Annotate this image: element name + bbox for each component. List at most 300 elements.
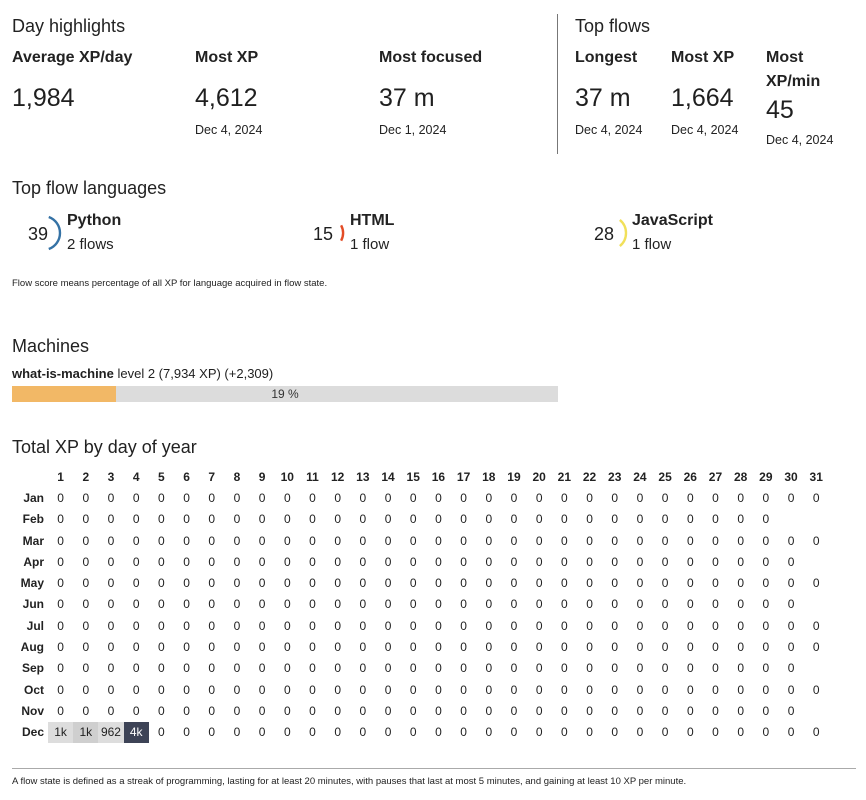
day-cell: 0 bbox=[686, 661, 694, 676]
day-cell: 0 bbox=[309, 640, 316, 655]
language-name: HTML bbox=[350, 212, 395, 229]
day-cell: 0 bbox=[737, 576, 744, 591]
day-cell: 0 bbox=[636, 640, 644, 655]
day-cell: 0 bbox=[686, 703, 694, 718]
day-header-5: 5 bbox=[158, 469, 165, 484]
month-row bbox=[14, 572, 829, 593]
day-cell: 0 bbox=[686, 533, 694, 548]
day-cell: 0 bbox=[107, 490, 115, 505]
day-cell: 0 bbox=[561, 512, 568, 527]
day-header-9: 9 bbox=[258, 469, 266, 484]
day-cell: 0 bbox=[359, 512, 367, 527]
day-cell: 0 bbox=[535, 490, 543, 505]
day-cell: 0 bbox=[82, 554, 90, 569]
day-cell: 0 bbox=[208, 576, 216, 591]
day-cell: 0 bbox=[535, 640, 543, 655]
day-cell: 0 bbox=[233, 554, 241, 569]
day-cell: 0 bbox=[208, 682, 216, 697]
day-cell: 0 bbox=[435, 661, 442, 676]
day-cell: 0 bbox=[787, 533, 795, 548]
day-cell: 0 bbox=[384, 725, 392, 740]
day-cell: 0 bbox=[107, 597, 115, 612]
day-cell: 0 bbox=[586, 640, 593, 655]
day-cell: 0 bbox=[561, 725, 568, 740]
day-cell: 0 bbox=[737, 703, 744, 718]
day-cell: 0 bbox=[233, 703, 241, 718]
day-cell: 0 bbox=[812, 682, 820, 697]
day-cell: 0 bbox=[309, 661, 316, 676]
day-cell: 0 bbox=[485, 725, 493, 740]
day-cell: 0 bbox=[258, 576, 266, 591]
day-cell: 0 bbox=[183, 533, 190, 548]
day-header-14: 14 bbox=[381, 469, 395, 484]
day-cell: 0 bbox=[132, 576, 140, 591]
day-cell: 0 bbox=[309, 576, 316, 591]
day-cell bbox=[804, 700, 829, 721]
day-cell: 0 bbox=[812, 490, 820, 505]
day-cell: 0 bbox=[409, 618, 417, 633]
day-cell: 0 bbox=[183, 703, 190, 718]
day-cell: 0 bbox=[535, 576, 543, 591]
day-cell: 0 bbox=[107, 576, 115, 591]
day-cell: 0 bbox=[561, 703, 568, 718]
day-cell: 0 bbox=[158, 597, 165, 612]
day-cell: 0 bbox=[586, 490, 593, 505]
day-header-19: 19 bbox=[507, 469, 521, 484]
day-cell: 0 bbox=[283, 533, 291, 548]
machine-progress-label: 19 % bbox=[271, 387, 299, 401]
day-cell: 0 bbox=[762, 533, 770, 548]
day-cell: 0 bbox=[283, 597, 291, 612]
xp-by-day-table bbox=[14, 466, 829, 743]
day-cell: 0 bbox=[737, 661, 744, 676]
month-row bbox=[14, 636, 829, 657]
day-cell: 0 bbox=[712, 661, 719, 676]
day-cell: 0 bbox=[359, 597, 367, 612]
month-label: Dec bbox=[21, 725, 44, 740]
day-cell: 0 bbox=[812, 618, 820, 633]
day-cell: 0 bbox=[409, 703, 417, 718]
day-cell: 0 bbox=[762, 597, 770, 612]
day-cell: 0 bbox=[485, 512, 493, 527]
day-cell: 0 bbox=[787, 682, 795, 697]
day-cell: 0 bbox=[561, 576, 568, 591]
month-label: Feb bbox=[22, 512, 44, 527]
day-cell: 0 bbox=[535, 554, 543, 569]
day-cell: 0 bbox=[661, 703, 669, 718]
day-header-23: 23 bbox=[608, 469, 622, 484]
day-cell: 0 bbox=[686, 640, 694, 655]
day-cell: 0 bbox=[334, 597, 341, 612]
day-cell: 0 bbox=[258, 703, 266, 718]
day-cell: 1k bbox=[48, 722, 73, 743]
day-cell: 0 bbox=[762, 554, 770, 569]
day-cell: 0 bbox=[460, 618, 467, 633]
day-cell: 0 bbox=[460, 640, 467, 655]
day-header-30: 30 bbox=[784, 469, 798, 484]
day-cell: 0 bbox=[359, 618, 367, 633]
stat-most-xp-day bbox=[195, 46, 365, 137]
day-cell: 0 bbox=[334, 725, 341, 740]
flow-score-arc bbox=[620, 220, 626, 246]
month-row bbox=[14, 551, 829, 572]
stat-date: Dec 4, 2024 bbox=[671, 123, 739, 137]
day-cell: 0 bbox=[409, 512, 417, 527]
day-cell: 0 bbox=[686, 618, 694, 633]
flow-score-arc bbox=[49, 217, 60, 249]
day-cell: 0 bbox=[712, 576, 719, 591]
day-cell: 0 bbox=[611, 725, 619, 740]
day-cell: 0 bbox=[283, 576, 291, 591]
day-cell: 0 bbox=[586, 725, 593, 740]
day-cell: 0 bbox=[132, 554, 140, 569]
day-cell: 0 bbox=[611, 661, 619, 676]
day-cell: 0 bbox=[712, 512, 719, 527]
day-cell: 0 bbox=[107, 682, 115, 697]
day-cell: 0 bbox=[586, 597, 593, 612]
month-label: Nov bbox=[21, 703, 44, 718]
day-cell: 0 bbox=[183, 554, 190, 569]
month-label: Sep bbox=[21, 661, 44, 676]
day-cell: 0 bbox=[611, 640, 619, 655]
table-corner bbox=[14, 466, 48, 487]
day-cell: 0 bbox=[661, 618, 669, 633]
day-cell: 0 bbox=[57, 490, 64, 505]
day-cell: 0 bbox=[57, 682, 64, 697]
day-cell: 0 bbox=[485, 490, 493, 505]
day-cell bbox=[804, 658, 829, 679]
day-cell: 0 bbox=[107, 661, 115, 676]
stat-date: Dec 1, 2024 bbox=[379, 123, 447, 137]
day-header-13: 13 bbox=[356, 469, 370, 484]
day-cell: 0 bbox=[586, 533, 593, 548]
day-cell: 0 bbox=[535, 661, 543, 676]
day-cell: 0 bbox=[158, 576, 165, 591]
day-cell: 0 bbox=[258, 618, 266, 633]
month-label: Jun bbox=[22, 597, 44, 612]
day-cell: 0 bbox=[561, 533, 568, 548]
day-cell: 0 bbox=[57, 703, 64, 718]
stat-value: 4,612 bbox=[195, 84, 258, 112]
day-cell: 0 bbox=[636, 576, 644, 591]
day-cell: 0 bbox=[233, 640, 241, 655]
day-cell: 0 bbox=[183, 597, 190, 612]
day-cell: 0 bbox=[283, 682, 291, 697]
stat-value: 45 bbox=[766, 96, 794, 124]
day-cell: 0 bbox=[460, 661, 467, 676]
flow-definition-footnote: A flow state is defined as a streak of programming, lasting for at least 20 minutes, with pauses that last at most 5 minutes, and gaining at least 10 XP per minute. bbox=[12, 776, 687, 787]
day-cell: 0 bbox=[208, 490, 216, 505]
day-cell: 0 bbox=[485, 640, 493, 655]
day-header-3: 3 bbox=[107, 469, 115, 484]
top-flow-languages-title: Top flow languages bbox=[12, 178, 167, 198]
day-cell: 0 bbox=[435, 533, 442, 548]
day-cell: 0 bbox=[611, 576, 619, 591]
day-cell: 0 bbox=[611, 490, 619, 505]
day-header-10: 10 bbox=[280, 469, 294, 484]
stat-most-xp-flow bbox=[671, 46, 761, 137]
day-cell: 0 bbox=[636, 725, 644, 740]
day-cell: 0 bbox=[359, 640, 367, 655]
day-cell: 0 bbox=[334, 618, 341, 633]
day-cell: 0 bbox=[82, 576, 90, 591]
day-cell: 0 bbox=[435, 725, 442, 740]
day-cell: 0 bbox=[183, 618, 190, 633]
day-header-29: 29 bbox=[759, 469, 773, 484]
month-row bbox=[14, 679, 829, 700]
day-cell: 0 bbox=[510, 725, 518, 740]
day-cell: 0 bbox=[636, 661, 644, 676]
day-cell: 0 bbox=[334, 576, 341, 591]
day-cell: 0 bbox=[485, 533, 493, 548]
month-label: May bbox=[20, 576, 44, 591]
day-cell: 0 bbox=[485, 618, 493, 633]
day-cell: 0 bbox=[57, 576, 64, 591]
day-cell: 0 bbox=[611, 554, 619, 569]
day-cell: 0 bbox=[359, 576, 367, 591]
day-cell: 0 bbox=[762, 703, 770, 718]
day-cell: 0 bbox=[233, 512, 241, 527]
day-cell: 0 bbox=[132, 640, 140, 655]
day-cell: 0 bbox=[661, 661, 669, 676]
day-cell: 0 bbox=[334, 554, 341, 569]
day-cell bbox=[778, 509, 803, 530]
month-row bbox=[14, 594, 829, 615]
day-cell: 0 bbox=[208, 512, 216, 527]
day-cell: 0 bbox=[435, 576, 442, 591]
day-cell: 0 bbox=[611, 533, 619, 548]
day-cell: 0 bbox=[82, 640, 90, 655]
day-cell: 0 bbox=[737, 533, 744, 548]
day-cell: 0 bbox=[737, 618, 744, 633]
day-cell: 0 bbox=[812, 533, 820, 548]
day-cell: 0 bbox=[636, 490, 644, 505]
day-cell: 0 bbox=[510, 682, 518, 697]
day-cell: 0 bbox=[208, 640, 216, 655]
day-cell: 0 bbox=[57, 618, 64, 633]
day-cell: 0 bbox=[762, 490, 770, 505]
day-cell: 0 bbox=[712, 703, 719, 718]
day-cell: 0 bbox=[82, 682, 90, 697]
flow-score-note: Flow score means percentage of all XP for language acquired in flow state. bbox=[12, 278, 328, 289]
day-cell: 0 bbox=[737, 682, 744, 697]
day-cell: 0 bbox=[57, 597, 64, 612]
day-cell: 0 bbox=[661, 554, 669, 569]
day-cell: 0 bbox=[283, 725, 291, 740]
day-cell: 0 bbox=[460, 725, 467, 740]
day-cell: 0 bbox=[686, 682, 694, 697]
day-header-18: 18 bbox=[482, 469, 496, 484]
day-cell: 0 bbox=[208, 554, 216, 569]
day-cell: 0 bbox=[384, 703, 392, 718]
day-cell: 0 bbox=[787, 576, 795, 591]
day-cell: 0 bbox=[258, 725, 266, 740]
day-cell: 0 bbox=[460, 490, 467, 505]
day-cell: 0 bbox=[183, 490, 190, 505]
day-cell: 0 bbox=[510, 640, 518, 655]
day-cell: 0 bbox=[258, 490, 266, 505]
day-cell: 0 bbox=[258, 512, 266, 527]
day-cell: 0 bbox=[535, 703, 543, 718]
day-cell: 0 bbox=[762, 640, 770, 655]
day-cell: 0 bbox=[460, 512, 467, 527]
day-cell: 0 bbox=[737, 597, 744, 612]
stat-label: Most XP/min bbox=[766, 49, 821, 90]
day-cell: 0 bbox=[712, 597, 719, 612]
day-cell: 0 bbox=[762, 682, 770, 697]
day-cell: 0 bbox=[359, 661, 367, 676]
day-cell: 0 bbox=[712, 554, 719, 569]
machine-row bbox=[12, 366, 273, 381]
day-cell: 0 bbox=[611, 703, 619, 718]
day-cell: 0 bbox=[535, 533, 543, 548]
day-cell: 0 bbox=[762, 576, 770, 591]
day-cell: 0 bbox=[309, 512, 316, 527]
day-cell: 0 bbox=[158, 512, 165, 527]
day-cell: 0 bbox=[233, 490, 241, 505]
day-cell: 0 bbox=[510, 533, 518, 548]
machine-name[interactable]: what-is-machine bbox=[12, 366, 114, 381]
day-cell: 0 bbox=[812, 640, 820, 655]
day-cell: 0 bbox=[737, 640, 744, 655]
day-cell: 0 bbox=[359, 682, 367, 697]
day-cell: 0 bbox=[158, 618, 165, 633]
day-cell: 0 bbox=[309, 533, 316, 548]
day-cell: 0 bbox=[334, 490, 341, 505]
day-cell: 0 bbox=[208, 725, 216, 740]
day-cell: 0 bbox=[132, 490, 140, 505]
day-header-7: 7 bbox=[208, 469, 216, 484]
day-header-20: 20 bbox=[532, 469, 546, 484]
day-cell: 0 bbox=[82, 703, 90, 718]
day-cell: 0 bbox=[57, 533, 64, 548]
day-cell: 0 bbox=[762, 661, 770, 676]
day-cell: 0 bbox=[309, 725, 316, 740]
day-cell: 0 bbox=[611, 512, 619, 527]
day-cell: 0 bbox=[208, 661, 216, 676]
day-cell: 0 bbox=[460, 682, 467, 697]
day-cell: 0 bbox=[787, 618, 795, 633]
day-cell: 0 bbox=[510, 597, 518, 612]
day-cell: 0 bbox=[158, 725, 165, 740]
day-header-27: 27 bbox=[708, 469, 723, 484]
day-cell: 0 bbox=[132, 682, 140, 697]
day-cell: 0 bbox=[82, 661, 90, 676]
day-header-24: 24 bbox=[633, 469, 647, 484]
language-flow-count: 2 flows bbox=[67, 236, 114, 253]
day-cell: 0 bbox=[460, 533, 467, 548]
day-cell: 0 bbox=[384, 597, 392, 612]
day-cell: 0 bbox=[435, 597, 442, 612]
section-divider bbox=[557, 14, 558, 154]
day-cell: 0 bbox=[661, 576, 669, 591]
day-cell: 0 bbox=[107, 512, 115, 527]
day-cell: 0 bbox=[82, 618, 90, 633]
day-header-6: 6 bbox=[183, 469, 190, 484]
day-cell: 0 bbox=[787, 640, 795, 655]
day-cell: 0 bbox=[409, 682, 417, 697]
day-cell: 0 bbox=[409, 576, 417, 591]
day-cell: 0 bbox=[535, 725, 543, 740]
month-label: Aug bbox=[20, 640, 44, 655]
day-cell: 0 bbox=[510, 703, 518, 718]
day-cell: 0 bbox=[460, 554, 467, 569]
top-flows-title: Top flows bbox=[575, 16, 651, 36]
day-cell: 0 bbox=[334, 640, 341, 655]
day-cell: 0 bbox=[158, 682, 165, 697]
day-cell: 0 bbox=[258, 640, 266, 655]
stat-value: 1,664 bbox=[671, 84, 734, 112]
day-cell: 0 bbox=[762, 725, 770, 740]
day-cell: 0 bbox=[586, 703, 593, 718]
day-cell: 0 bbox=[359, 554, 367, 569]
day-cell: 0 bbox=[661, 512, 669, 527]
day-cell: 0 bbox=[309, 554, 316, 569]
day-cell: 0 bbox=[82, 533, 90, 548]
day-cell: 0 bbox=[636, 512, 644, 527]
day-cell: 0 bbox=[309, 703, 316, 718]
day-cell: 0 bbox=[334, 512, 341, 527]
day-cell: 0 bbox=[435, 640, 442, 655]
day-cell: 0 bbox=[787, 597, 795, 612]
day-cell: 0 bbox=[661, 597, 669, 612]
day-cell: 0 bbox=[107, 533, 115, 548]
day-cell: 0 bbox=[661, 640, 669, 655]
day-header-row bbox=[14, 466, 829, 487]
day-cell: 0 bbox=[233, 533, 241, 548]
day-cell: 0 bbox=[561, 661, 568, 676]
day-cell: 0 bbox=[258, 533, 266, 548]
day-cell: 0 bbox=[384, 640, 392, 655]
day-cell: 0 bbox=[158, 661, 165, 676]
day-cell: 0 bbox=[485, 597, 493, 612]
day-cell: 0 bbox=[535, 512, 543, 527]
day-cell: 0 bbox=[208, 618, 216, 633]
day-cell: 0 bbox=[309, 618, 316, 633]
day-cell: 0 bbox=[586, 512, 593, 527]
stat-label: Most focused bbox=[379, 49, 483, 66]
day-cell: 0 bbox=[283, 618, 291, 633]
day-cell: 0 bbox=[535, 597, 543, 612]
month-row bbox=[14, 615, 829, 636]
day-cell: 0 bbox=[258, 682, 266, 697]
day-cell: 0 bbox=[611, 682, 619, 697]
month-row bbox=[14, 700, 829, 721]
day-cell: 0 bbox=[586, 661, 593, 676]
day-cell: 0 bbox=[82, 597, 90, 612]
day-cell: 0 bbox=[283, 661, 291, 676]
day-cell: 0 bbox=[561, 554, 568, 569]
day-cell: 0 bbox=[283, 490, 291, 505]
day-cell: 0 bbox=[561, 597, 568, 612]
day-cell: 4k bbox=[124, 722, 149, 743]
day-cell: 0 bbox=[107, 703, 115, 718]
day-header-26: 26 bbox=[683, 469, 697, 484]
day-cell: 0 bbox=[611, 618, 619, 633]
day-cell: 0 bbox=[283, 554, 291, 569]
day-cell: 0 bbox=[535, 682, 543, 697]
day-cell: 0 bbox=[233, 597, 241, 612]
machine-details: level 2 (7,934 XP) (+2,309) bbox=[117, 366, 274, 381]
day-cell: 0 bbox=[561, 490, 568, 505]
day-header-12: 12 bbox=[330, 469, 345, 484]
day-cell: 0 bbox=[409, 597, 417, 612]
day-cell: 0 bbox=[107, 554, 115, 569]
month-label: Apr bbox=[23, 554, 44, 569]
day-cell: 0 bbox=[233, 725, 241, 740]
month-label: Jul bbox=[26, 618, 44, 633]
day-cell: 0 bbox=[636, 533, 644, 548]
